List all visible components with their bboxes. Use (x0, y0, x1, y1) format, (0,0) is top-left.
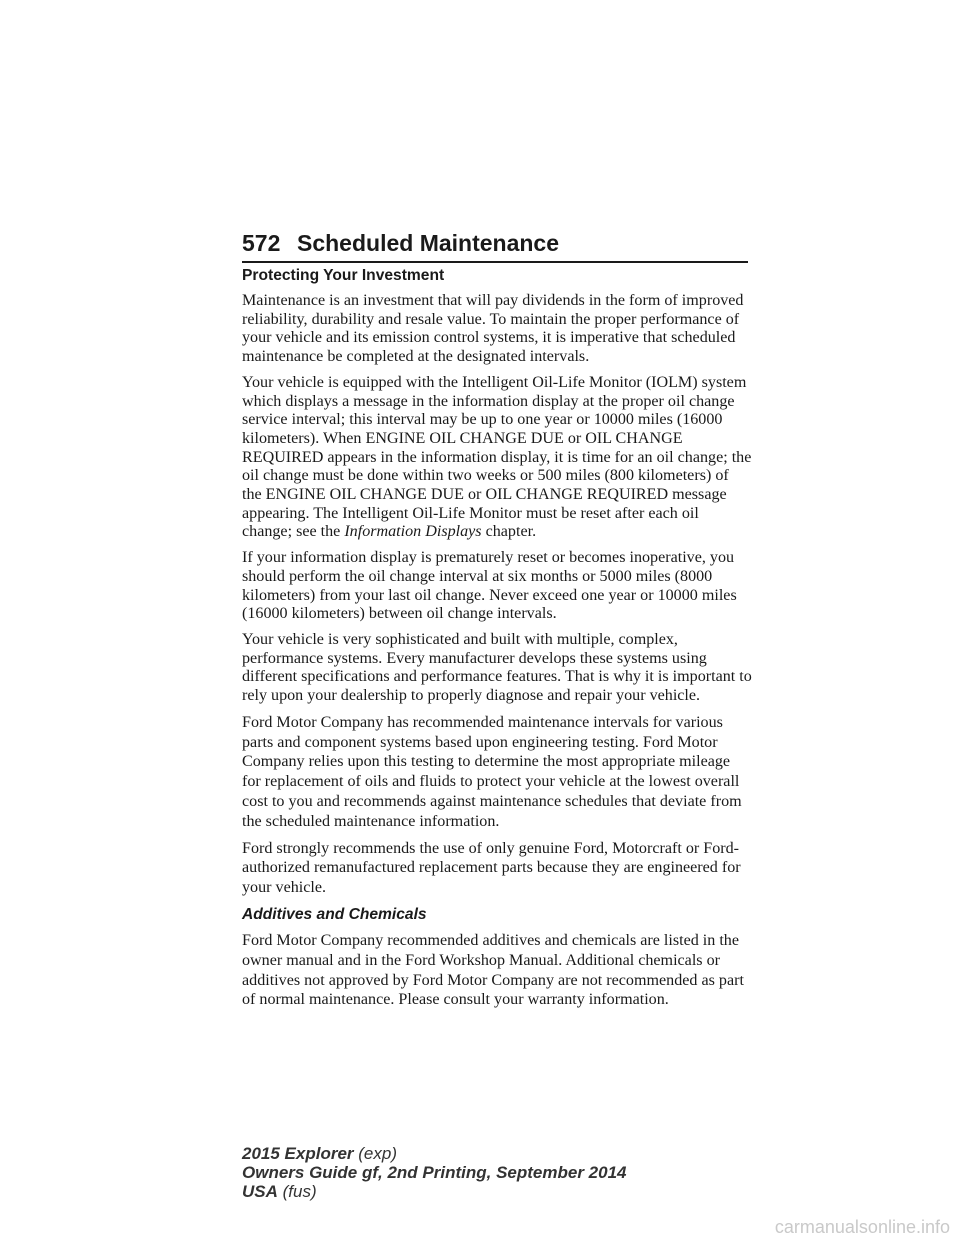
footer-line-model (242, 1144, 626, 1163)
paragraph-premature-reset: If your information display is prematurely reset or becomes inoperative, you should perform the oil change interval at six months or 5000 miles (8000 kilometers) from your last oil change. Never exceed one year or 10000 miles (16000 kilometers) between oil change intervals. (242, 549, 737, 623)
paragraph-iolm (242, 374, 752, 542)
paragraph-additives: Ford Motor Company recommended additives and chemicals are listed in the owner manual and in the Ford Workshop Manual. Additional chemicals or additives not approved by Ford Motor Company are not recommended as part of normal maintenance. Please consult your warranty information. (242, 931, 744, 1009)
footer-market: USA (242, 1182, 278, 1201)
watermark-text: carmanualsonline.info (774, 1217, 950, 1237)
section-heading-additives: Additives and Chemicals (242, 905, 427, 923)
information-displays-reference: Information Displays (344, 523, 482, 541)
page-number: 572 (242, 230, 281, 256)
section-heading-protecting: Protecting Your Investment (242, 267, 445, 284)
print-footer (242, 1144, 626, 1201)
footer-line-market (242, 1182, 626, 1201)
paragraph-sophisticated-systems: Your vehicle is very sophisticated and built with multiple, complex, performance systems. Every manufacturer develops these systems using different specifications and performance features. That is why it is important to rely upon your dealership to properly diagnose and repair your vehicle. (242, 630, 752, 705)
page-title: Scheduled Maintenance (297, 230, 560, 256)
page-content (242, 266, 752, 1017)
paragraph-iolm-text: Your vehicle is equipped with the Intelligent Oil-Life Monitor (IOLM) system which displays a message in the information display at the proper oil change service interval; this interval may be up to one year or 10000 miles (16000 kilometers). When ENGINE OIL CHANGE DUE or OIL CHANGE REQUIRED appears in the information display, it is time for an oil change; the oil change must be done within two weeks or 500 miles (800 kilometers) of the ENGINE OIL CHANGE DUE or OIL CHANGE REQUIRED message appearing. The Intelligent Oil-Life Monitor must be reset after each oil change; see the (242, 373, 752, 541)
footer-model-code: (exp) (358, 1144, 397, 1163)
paragraph-genuine-parts: Ford strongly recommends the use of only genuine Ford, Motorcraft or Ford-authorized remanufactured replacement parts because they are engineered for your vehicle. (242, 839, 741, 897)
paragraph-recommended-intervals: Ford Motor Company has recommended maintenance intervals for various parts and component systems based upon engineering testing. Ford Motor Company relies upon this testing to determine the most appropriate mileage for replacement of oils and fluids to protect your vehicle at the lowest overall cost to you and recommends against maintenance schedules that deviate from the scheduled maintenance information. (242, 713, 742, 830)
paragraph-maintenance-investment: Maintenance is an investment that will pay dividends in the form of improved reliability, durability and resale value. To maintain the proper performance of your vehicle and its emission control systems, it is imperative that scheduled maintenance be completed at the designated intervals. (242, 292, 744, 366)
page-header (242, 229, 748, 263)
footer-model: 2015 Explorer (242, 1144, 354, 1163)
paragraph-iolm-end: chapter. (481, 523, 537, 541)
footer-line-guide: Owners Guide gf, 2nd Printing, September 2014 (242, 1163, 627, 1182)
footer-market-code: (fus) (282, 1182, 317, 1201)
